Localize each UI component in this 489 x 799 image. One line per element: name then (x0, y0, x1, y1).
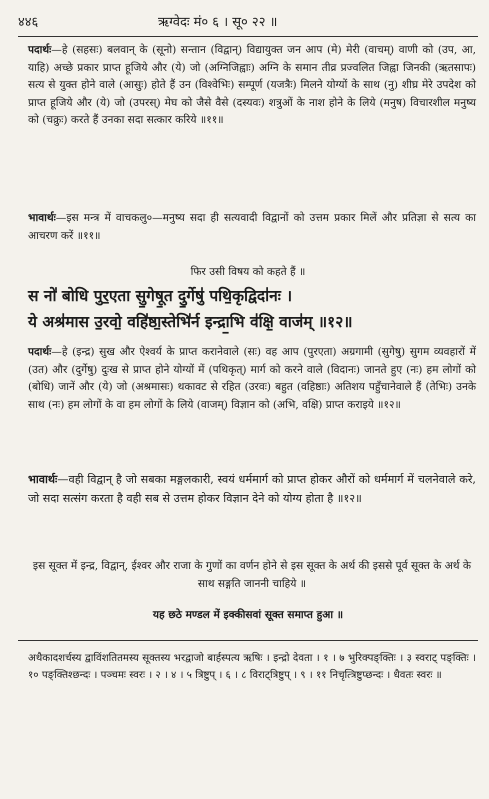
header-rule (18, 36, 478, 37)
padartha-label: पदार्थः (28, 44, 52, 56)
padartha-paragraph-12 (28, 344, 476, 414)
bhavartha-text: —वही विद्वान् है जो सबका मङ्गलकारी, स्वयं धर्ममार्ग को प्राप्त होकर औरों को धर्ममार्ग में चलनेवाले करे, जो सदा सत्संग करता है वही सब से उत्तम होकर विज्ञान देने को योग्य होता है ॥१२॥ (28, 473, 476, 505)
mantra-line-2: ये अश्र॑मास उ॒रवो॒ वहि॑ष्ठा॒स्तेभि॑र्न इन्द्रा॒भि व॑क्षि॒ वाज॑म् ॥१२॥ (28, 312, 353, 331)
mantra-line-1: स नो॑ बोधि पुर॒एता सु॒गेषू॒त दु॒र्गेषु॑ पथि॒कृद्विदा॑नः । (28, 286, 293, 305)
page-number: ४४६ (18, 15, 39, 30)
bhavartha-paragraph-12 (28, 470, 476, 508)
next-sukta-intro: अथैकादशर्चस्य द्वाविंशतितमस्य सूक्तस्य भरद्वाजो बार्हस्पत्य ऋषिः । इन्द्रो देवता । १ । ७ भुरिक्पङ्क्तिः । ३ स्वराट् पङ्क्तिः । १० पङ्क्तिश्छन्दः । पञ्चमः स्वरः । २ । ४ । ५ त्रिष्टुप् । ६ । ८ विराट्त्रिष्टुप् । ९ । ११ निचृत्त्रिष्टुप्छन्दः । धैवतः स्वरः ॥ (28, 653, 476, 681)
padartha-text: —हे (सहसः) बलवान् के (सूनो) सन्तान (विद्वान्) विद्यायुक्त जन आप (मे) मेरी (वाचम्) वाणी को (उप, आ, याहि) अच्छे प्रकार प्राप्त हूजिये और (ये) जो (अग्निजिह्वाः) अग्नि के समान तीव्र प्रज्वलित जिह्वा जिनकी (ऋतसापः) सत्य से युक्त होने वाले (आसुः) होते हैं उन (विश्वेभिः) सम्पूर्ण (यजत्रैः) मिलने योग्यों के साथ (नु) शीघ्र मेरे उपदेश को प्राप्त हूजिये और (ये) जो (उपरस्) मेघ को जैसे वैसे (दस्यवः) शत्रुओं के नाश होने के लिये (मनुष) विचारशील मनुष्य को (चक्रुः) करते हैं उनका सदा सत्कार करिये ॥११॥ (28, 44, 476, 127)
bhavartha-label: भावार्थः (28, 472, 58, 486)
padartha-paragraph-11 (28, 42, 476, 130)
bhavartha-paragraph-11 (28, 210, 476, 245)
bhavartha-label: भावार्थः (28, 212, 56, 224)
sukta-summary: इस सूक्त में इन्द्र, विद्वान्, ईश्वर और राजा के गुणों का वर्णन होने से इस सूक्त के अर्थ की इससे पूर्व सूक्त के अर्थ के साथ सङ्गति जाननी चाहिये ॥ (32, 560, 472, 590)
padartha-text: —हे (इन्द्र) सुख और ऐश्वर्य के प्राप्त करानेवाले (सः) वह आप (पुरएता) अग्रगामी (सुगेषु) सुगम व्यवहारों में (उत) और (दुर्गेषु) दुःख से प्राप्त होने योग्यों में (पथिकृत्) मार्ग को करने वाले (विदानः) जानते हुए (नः) हम लोगों को (बोधि) जानें और (ये) जो (अश्रमासः) थकावट से रहित (उरवः) बहुत (वहिष्ठाः) अतिशय पहुँचानेवाले हैं (तेभिः) उनके साथ (नः) हम लोगों के वा हम लोगों के लिये (वाजम्) विज्ञान को (अभि, वक्षि) प्राप्त कराइये ॥१२॥ (28, 346, 476, 411)
running-title: ऋग्वेदः मं० ६ । सू० २२ ॥ (158, 15, 278, 30)
intro-line: फिर उसी विषय को कहते हैं ॥ (190, 266, 306, 278)
section-rule (18, 640, 478, 641)
bhavartha-text: —इस मन्त्र में वाचकलु०—मनुष्य सदा ही सत्यवादी विद्वानों को उत्तम प्रकार मिलें और प्रतिज्ञा से सत्य का आचरण करें ॥११॥ (28, 212, 476, 242)
page-header (18, 10, 478, 34)
padartha-label: पदार्थः (28, 346, 52, 358)
closing-line: यह छठे मण्डल में इक्कीसवां सूक्त समाप्त हुआ ॥ (152, 609, 344, 621)
